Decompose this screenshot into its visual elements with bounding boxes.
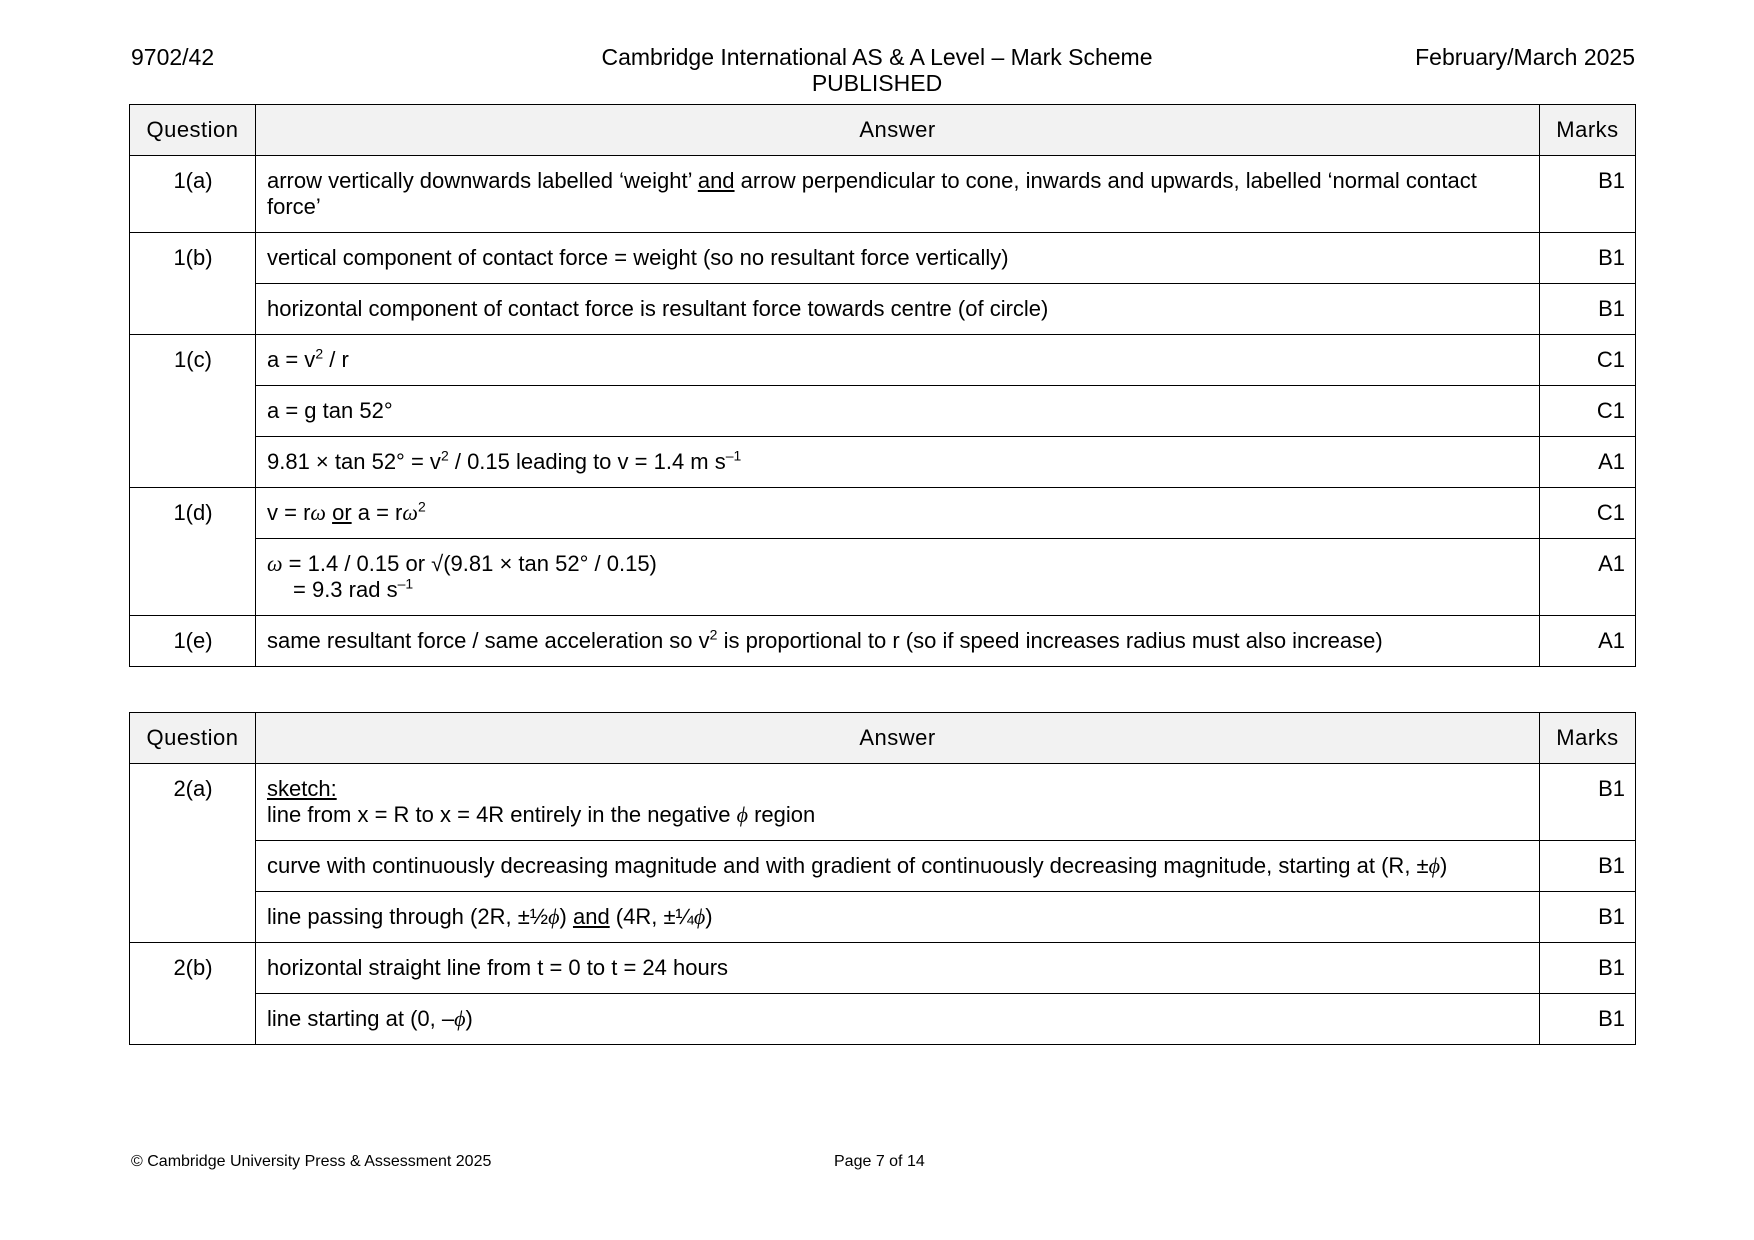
col-header-marks: Marks	[1540, 105, 1636, 156]
col-header-answer: Answer	[256, 105, 1540, 156]
paper-code: 9702/42	[131, 44, 215, 70]
mark-cell: B1	[1540, 156, 1636, 233]
mark-cell: A1	[1540, 539, 1636, 616]
col-header-answer: Answer	[256, 713, 1540, 764]
question-label: 1(a)	[130, 156, 256, 233]
answer-cell: same resultant force / same acceleration so $v^2$ is proportional to r (so if speed increases radius must also increase)	[256, 616, 1540, 667]
table-row	[130, 437, 1636, 488]
table-row	[130, 994, 1636, 1045]
answer-cell: horizontal straight line from t = 0 to t = 24 hours	[256, 943, 1540, 994]
subtitle: PUBLISHED	[811, 70, 943, 96]
col-header-question: Question	[130, 105, 256, 156]
table-row	[130, 764, 1636, 841]
table-row	[130, 892, 1636, 943]
table-row	[130, 284, 1636, 335]
mark-scheme-table-q1	[129, 104, 1636, 667]
mark-cell: B1	[1540, 841, 1636, 892]
exam-session: February/March 2025	[1415, 44, 1635, 70]
table-row	[130, 335, 1636, 386]
mark-cell: B1	[1540, 284, 1636, 335]
table-row	[130, 539, 1636, 616]
col-header-question: Question	[130, 713, 256, 764]
mark-cell: C1	[1540, 386, 1636, 437]
table-row	[130, 943, 1636, 994]
col-header-marks: Marks	[1540, 713, 1636, 764]
mark-cell: C1	[1540, 335, 1636, 386]
table-row	[130, 156, 1636, 233]
answer-cell: arrow vertically downwards labelled ‘weight’ and arrow perpendicular to cone, inwards and upwards, labelled ‘normal contact force’	[256, 156, 1540, 233]
table-row	[130, 386, 1636, 437]
mark-cell: B1	[1540, 892, 1636, 943]
answer-cell: vertical component of contact force = weight (so no resultant force vertically)	[256, 233, 1540, 284]
copyright-notice: © Cambridge University Press & Assessment 2025	[131, 1153, 492, 1170]
mark-cell: B1	[1540, 233, 1636, 284]
mark-scheme-table-q2	[129, 712, 1636, 1045]
answer-cell: $a = v^2 / r$	[256, 335, 1540, 386]
question-label: 2(b)	[130, 943, 256, 1045]
answer-cell: ω = 1.4 / 0.15 or √(9.81 × tan 52° / 0.15) = 9.3 rad $s^{-1}$	[256, 539, 1540, 616]
question-label: 1(b)	[130, 233, 256, 335]
mark-cell: B1	[1540, 943, 1636, 994]
table-row	[130, 233, 1636, 284]
table-header-row	[130, 105, 1636, 156]
answer-cell: line passing through (2R, ±½ϕ) and (4R, ±¼ϕ)	[256, 892, 1540, 943]
answer-cell: v = rω or $a = r\omega^2$	[256, 488, 1540, 539]
answer-cell: a = g tan 52°	[256, 386, 1540, 437]
question-label: 1(c)	[130, 335, 256, 488]
table-row	[130, 488, 1636, 539]
table-header-row	[130, 713, 1636, 764]
answer-cell: horizontal component of contact force is resultant force towards centre (of circle)	[256, 284, 1540, 335]
mark-cell: A1	[1540, 616, 1636, 667]
table-row	[130, 616, 1636, 667]
mark-cell: C1	[1540, 488, 1636, 539]
table-row	[130, 841, 1636, 892]
mark-cell: B1	[1540, 764, 1636, 841]
mark-cell: B1	[1540, 994, 1636, 1045]
mark-cell: A1	[1540, 437, 1636, 488]
page-number: Page 7 of 14	[834, 1153, 925, 1170]
answer-cell: line starting at (0, –ϕ)	[256, 994, 1540, 1045]
question-label: 1(d)	[130, 488, 256, 616]
question-label: 2(a)	[130, 764, 256, 943]
answer-cell: $9.81 \times \tan 52^\circ = v^2 / 0.15$ leading to v = 1.4 m $s^{-1}$	[256, 437, 1540, 488]
answer-cell: curve with continuously decreasing magnitude and with gradient of continuously decreasing magnitude, starting at (R, ±ϕ)	[256, 841, 1540, 892]
question-label: 1(e)	[130, 616, 256, 667]
title: Cambridge International AS & A Level – Mark Scheme	[601, 44, 1153, 70]
answer-cell: sketch: line from x = R to x = 4R entirely in the negative ϕ region	[256, 764, 1540, 841]
